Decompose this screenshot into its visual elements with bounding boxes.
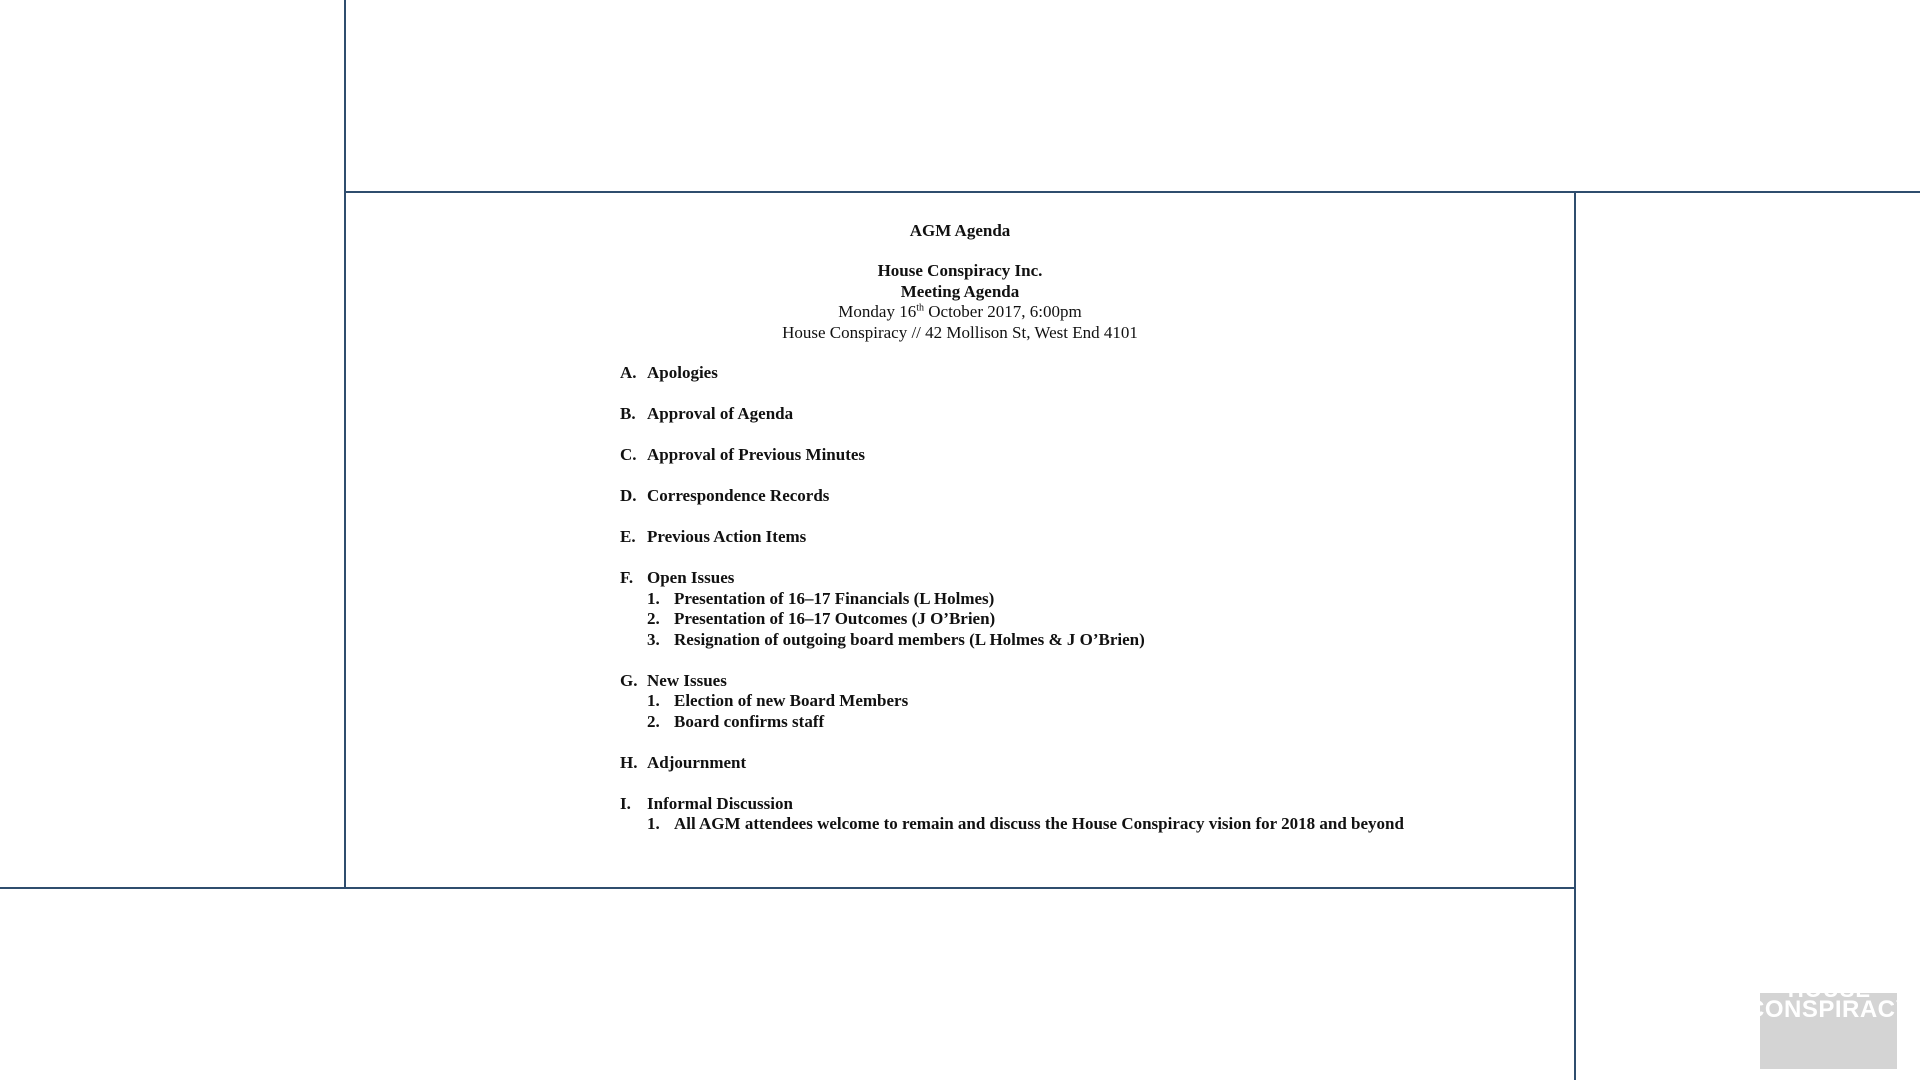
agenda-item-label: Open Issues: [647, 568, 735, 587]
agenda-item-heading: [620, 527, 1480, 548]
logo-line-2: CONSPIRACY: [1746, 996, 1913, 1023]
agenda-item: [620, 671, 1480, 733]
agenda-item-letter: I.: [620, 793, 631, 813]
agenda-subitem-list: [620, 589, 1480, 651]
agenda-subitem-number: 1.: [647, 814, 660, 833]
organization-name: House Conspiracy Inc.: [877, 261, 1043, 280]
agenda-item-heading: [620, 486, 1480, 507]
meeting-date: [346, 302, 1574, 323]
agenda-item-heading: [620, 671, 1480, 692]
agenda-subitem: [647, 609, 1480, 630]
agenda-subitem-text: Board confirms staff: [674, 711, 825, 731]
agenda-subitem: [647, 630, 1480, 651]
agenda-item-label: Informal Discussion: [647, 793, 793, 813]
agenda-item-letter: A.: [620, 363, 637, 382]
agenda-subitem-number: 1.: [647, 691, 660, 710]
agenda-item: [620, 363, 1480, 384]
agenda-item: [620, 445, 1480, 466]
agenda-subitem-text: All AGM attendees welcome to remain and discuss the House Conspiracy vision for 2018 and beyond: [674, 814, 1404, 833]
agenda-subitem-number: 1.: [647, 588, 660, 608]
agenda-item: [620, 568, 1480, 650]
agenda-subitem-text: Presentation of 16–17 Financials (L Holmes): [674, 588, 995, 608]
agenda-subitem-number: 3.: [647, 629, 660, 649]
document-subtitle: Meeting Agenda: [900, 281, 1020, 301]
agenda-item-heading: [620, 404, 1480, 425]
agenda-item-letter: D.: [620, 486, 637, 505]
agenda-subitem-text: Presentation of 16–17 Outcomes (J O’Brien): [674, 609, 996, 628]
document-title: AGM Agenda: [909, 221, 1011, 240]
meeting-date-prefix: Monday 16: [838, 302, 917, 321]
agenda-subitem-list: [620, 691, 1480, 732]
agenda-item-label: Apologies: [647, 363, 718, 382]
logo-wordmark: [1742, 977, 1917, 1023]
agenda-item-letter: F.: [620, 568, 634, 587]
agenda-item-label: Correspondence Records: [647, 486, 830, 505]
agenda-subitem-text: Resignation of outgoing board members (L Holmes & J O’Brien): [674, 629, 1145, 649]
frame-line-bottom: [0, 887, 1576, 889]
agenda-item-heading: [620, 794, 1480, 815]
agenda-item-label: New Issues: [647, 670, 727, 690]
agenda-item-label: Adjournment: [647, 752, 747, 772]
logo-line-1: HOUSE: [1787, 977, 1872, 1002]
agenda-item-heading: [620, 753, 1480, 774]
agenda-item-label: Approval of Previous Minutes: [647, 445, 866, 464]
agenda-subitem: [647, 589, 1480, 610]
agenda-item-heading: [620, 568, 1480, 589]
agenda-subitem-number: 2.: [647, 711, 660, 731]
agenda-subitem-number: 2.: [647, 609, 660, 628]
agenda-item: [620, 486, 1480, 507]
agenda-subitem: [647, 712, 1480, 733]
agenda-item-label: Approval of Agenda: [647, 404, 794, 423]
agenda-item-letter: E.: [620, 527, 636, 546]
agenda-item-letter: H.: [620, 752, 638, 772]
agenda-subitem-list: [620, 814, 1480, 835]
agenda-item-heading: [620, 445, 1480, 466]
meeting-date-suffix: October 2017, 6:00pm: [924, 302, 1082, 321]
agenda-item-label: Previous Action Items: [647, 527, 807, 546]
meeting-date-ordinal: th: [916, 302, 924, 314]
agenda-item-letter: B.: [620, 404, 636, 423]
agenda-item: [620, 404, 1480, 425]
agenda-item-letter: G.: [620, 670, 638, 690]
agenda-subitem: [647, 691, 1480, 712]
agenda-item: [620, 753, 1480, 774]
agenda-list: [620, 363, 1480, 855]
meeting-location: House Conspiracy // 42 Mollison St, West End 4101: [782, 322, 1138, 342]
agenda-item: [620, 794, 1480, 835]
agenda-item-letter: C.: [620, 445, 637, 464]
agenda-subitem-text: Election of new Board Members: [674, 691, 909, 710]
frame-line-right: [1574, 191, 1576, 1080]
agenda-item-heading: [620, 363, 1480, 384]
agenda-subitem: [647, 814, 1480, 835]
document-header: [346, 261, 1574, 343]
agenda-item: [620, 527, 1480, 548]
agenda-document: [346, 193, 1574, 887]
